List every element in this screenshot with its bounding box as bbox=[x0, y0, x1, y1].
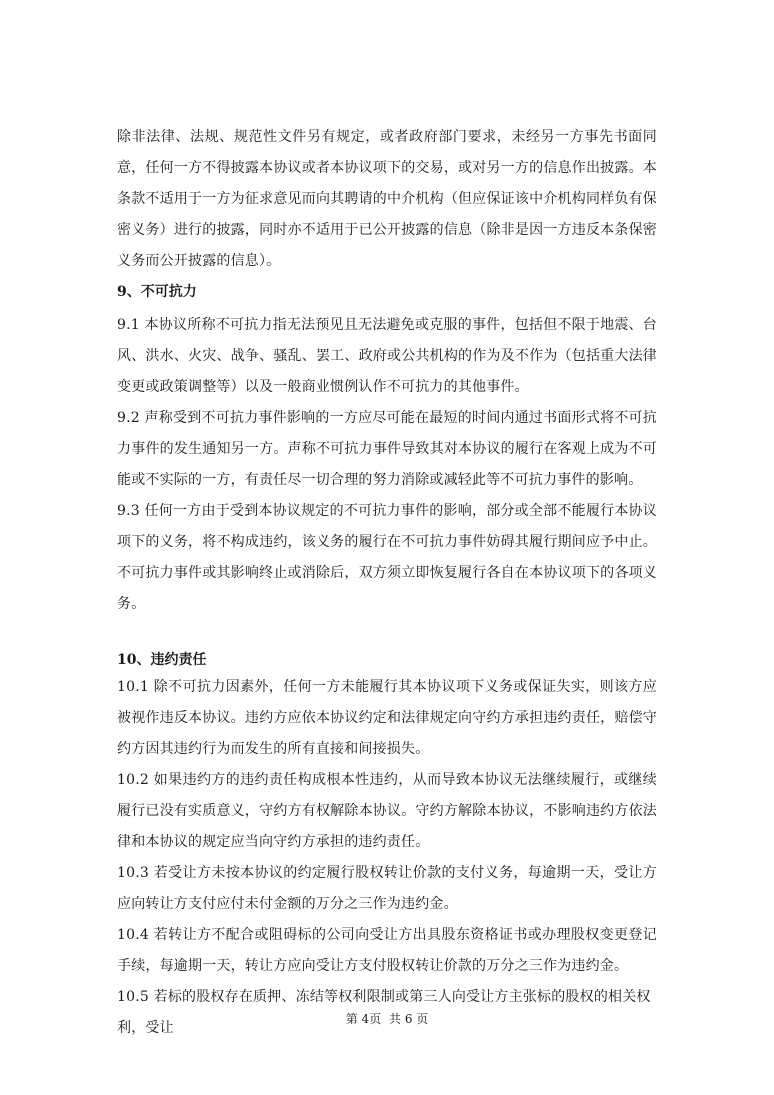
clause-10-2: 10.2 如果违约方的违约责任构成根本性违约，从而导致本协议无法继续履行，或继续履行已没有实质意义，守约方有权解除本协议。守约方解除本协议，不影响违约方依法律和本协议的规定应当向守约方承担的违约责任。 bbox=[117, 772, 657, 850]
page-footer bbox=[0, 1010, 774, 1028]
intro-paragraph: 除非法律、法规、规范性文件另有规定，或者政府部门要求，未经另一方事先书面同意，任何一方不得披露本协议或者本协议项下的交易，或对另一方的信息作出披露。本条款不适用于一方为征求意见而向其聘请的中介机构（但应保证该中介机构同样负有保密义务）进行的披露，同时亦不适用于已公开披露的信息（除非是因一方违反本条保密义务而公开披露的信息）。 bbox=[117, 129, 657, 269]
clause-9-1: 9.1 本协议所称不可抗力指无法预见且无法避免或克服的事件，包括但不限于地震、台风、洪水、火灾、战争、骚乱、罢工、政府或公共机构的作为及不作为（包括重大法律变更或政策调整等）以及一般商业惯例认作不可抗力的其他事件。 bbox=[117, 317, 657, 395]
confidentiality-paragraph bbox=[117, 122, 657, 277]
page-total: 共 6 页 bbox=[389, 1012, 429, 1026]
clause-10-5: 10.5 若标的股权存在质押、冻结等权利限制或第三人向受让方主张标的股权的相关权利，受让 bbox=[117, 989, 651, 1036]
clause-10-1: 10.1 除不可抗力因素外，任何一方未能履行其本协议项下义务或保证失实，则该方应被视作违反本协议。违约方应依本协议约定和法律规定向守约方承担违约责任，赔偿守约方因其违约行为而发生的所有直接和间接损失。 bbox=[117, 679, 657, 757]
section-10-heading: 10、违约责任 bbox=[117, 652, 207, 668]
page-number: 第 4页 bbox=[345, 1012, 382, 1026]
clause-10-4: 10.4 若转让方不配合或阻碍标的公司向受让方出具股东资格证书或办理股权变更登记手续，每逾期一天，转让方应向受让方支付股权转让价款的万分之三作为违约金。 bbox=[117, 927, 657, 974]
clause-9-2: 9.2 声称受到不可抗力事件影响的一方应尽可能在最短的时间内通过书面形式将不可抗力事件的发生通知另一方。声称不可抗力事件导致其对本协议的履行在客观上成为不可能或不实际的一方，有责任尽一切合理的努力消除或减轻此等不可抗力事件的影响。 bbox=[117, 410, 657, 488]
section-10-body bbox=[117, 672, 657, 1044]
clause-10-3: 10.3 若受让方未按本协议的约定履行股权转让价款的支付义务，每逾期一天，受让方应向转让方支付应付未付金额的万分之三作为违约金。 bbox=[117, 865, 657, 912]
clause-9-3: 9.3 任何一方由于受到本协议规定的不可抗力事件的影响，部分或全部不能履行本协议项下的义务，将不构成违约，该义务的履行在不可抗力事件妨碍其履行期间应予中止。不可抗力事件或其影响终止或消除后，双方须立即恢复履行各自在本协议项下的各项义务。 bbox=[117, 503, 657, 612]
section-9-heading: 9、不可抗力 bbox=[117, 284, 197, 300]
section-9-body bbox=[117, 310, 657, 620]
